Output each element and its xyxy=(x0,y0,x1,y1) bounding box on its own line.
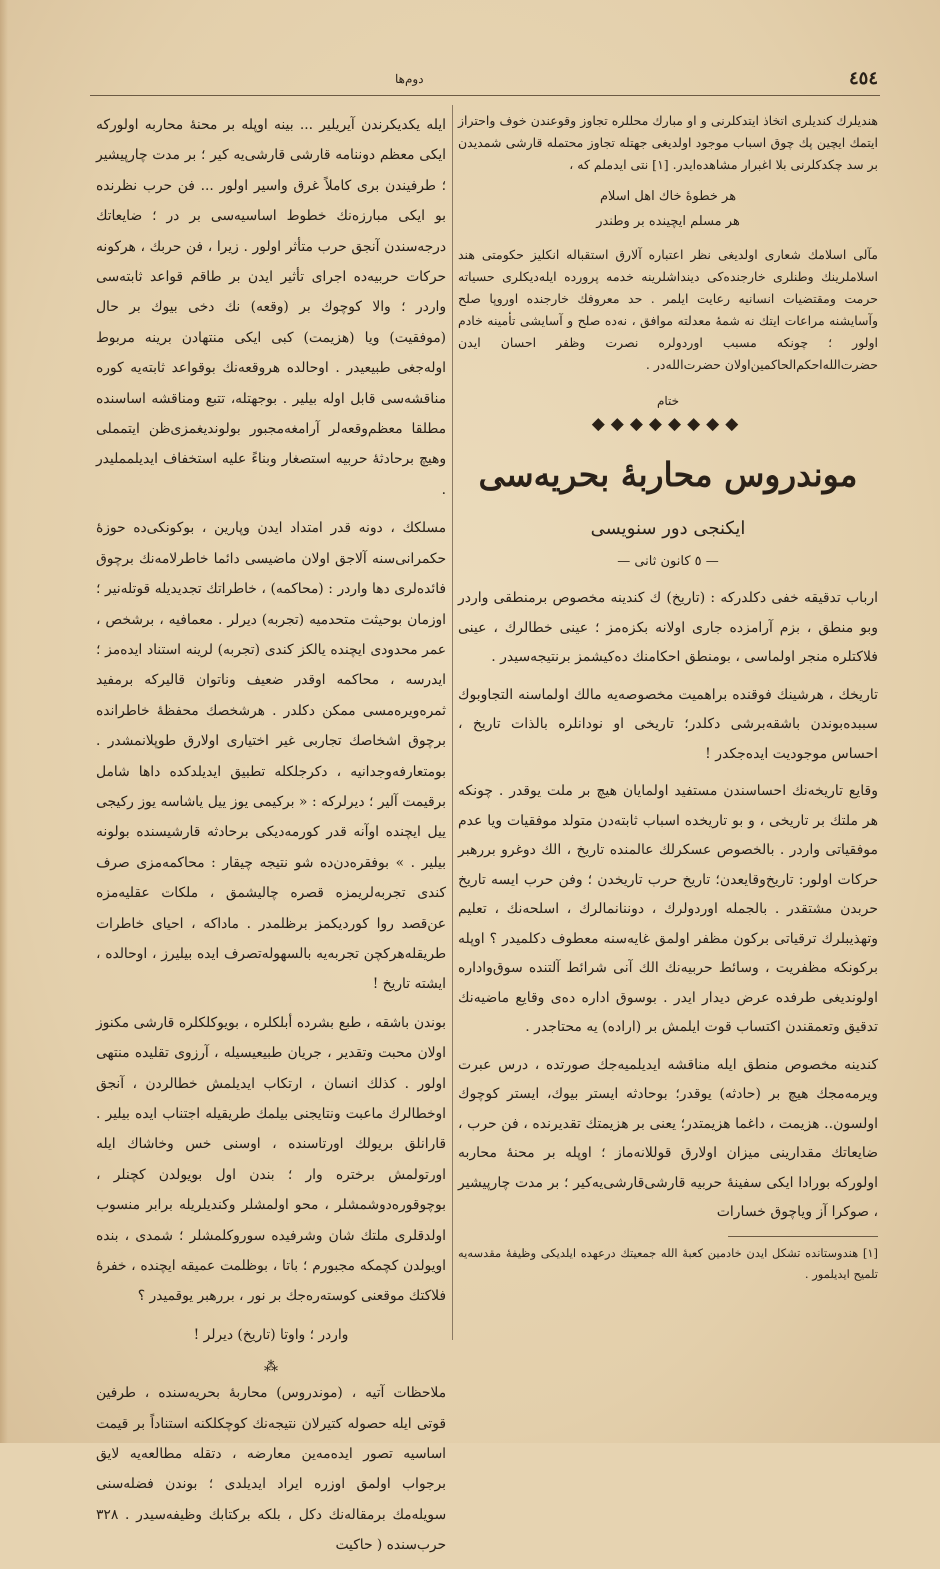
asterism: ⁂ xyxy=(264,1359,278,1376)
final-paragraph: ملاحظات آتیه ، (موندروس) محاربهٔ بحریه‌سنده ، طرفین قوتی ایله حصوله كتیرلان نتیجه‌نك كوچكلكنه استناداً بر قیمت اساسیه تصور ایده‌مه‌ین معارضه ، دتقله مطالعه‌یه لایق برجواب اولمق اوزره ایراد ایدیلدی ؛ بوندن فضله‌سنی سویله‌مك برمقاله‌نك دكل ، بلكه بركتابك وظیفه‌سیدر . ٣٢٨ حرب‌سنده ( حاكیت xyxy=(96,1385,446,1554)
verse-line-2: هر مسلم ایچینده بر وطندر xyxy=(596,214,740,229)
paragraph: ارباب تدقیقه خفی دكلدركه : (تاریخ) ك كندینه مخصوص برمنطقی واردر وبو منطق ، بزم آرامزده جاری اولانه بكزه‌مز ؛ عینی خطالرك ، عینی فلاكتلره منجر اولماسی ، بومنطق احكامنك ده‌كیشمز برنتیجه‌سیدر . xyxy=(458,590,878,665)
star-ornament: ◆◆◆◆◆◆◆◆ xyxy=(591,414,745,434)
footnote-rule xyxy=(728,1236,878,1237)
paragraph: ایله یكدیكرندن آیریلیر ... بینه اوپله بر محنهٔ محاربه اولوركه ایكی معظم دوننامه قارشی قارشی‌یه كیر ؛ بر مدت چارپیشیر ؛ طرفیندن بری كاملاً غرق واسیر اولور ... فن حرب نظرنده بو ایكی مبارزه‌نك خطوط اساسیه‌سی بر در ؛ ضایعاتك درجه‌سندن آنجق حرب متأثر اولور . زیرا ، فن حربك ، هركونه حركات حربیه‌ده اجرای تأثیر ایدن بر طاقم قواعد ثابته‌سی واردر ؛ والا كوچوك بر (وقعه) نك دخی بیوك بر حال (موفقیت) ویا (هزیمت) كبی ایكی منتهادن برینه مربوط اوله‌جغی طبیعیدر . اوحالده هروقعه‌نك بوقواعد ثابته‌یه كوره مناقشه‌سی قابل اوله بیلیر . بوجهتله‌، تتبع ومناقشه اساسنده مطلقا معظم‌وقعه‌لر آرامغه‌مجبور بولوندیغمزی‌ظن ایتمملی وهیچ برحادثهٔ حربیه استصغار وبناءً علیه استخفاف ایدیلمملیدر . xyxy=(96,117,446,498)
date-line: — ٥ كانون ثانی — xyxy=(617,554,719,569)
article-title: موندروس محاربهٔ بحریه‌سی xyxy=(478,455,858,494)
column-divider xyxy=(452,105,453,1340)
paragraph: كندینه مخصوص منطق ایله مناقشه ایدیلمیه‌جك صورتده ، درس عبرت ویرمه‌مجك هیچ بر (حادثه) یوقدر؛ بوحادثه ایستر بیوك، ایستر كوچوك اولسون.. هزیمت ، داغما هزیمتدر؛ یعنی بر هزیمتك تقدیرنده ، فن حرب ، ضایعاتك مقدارینی میزان اولارق قوللانه‌ماز ؛ اوپله بر محنهٔ محاربه اولورکه بورادا ایكی سفینهٔ حربیه قارشی‌قارشی‌یه‌كیر ؛ بر مدت چارپیشیر ، صوكرا آز ویاچوق خسارات xyxy=(458,1056,878,1220)
paragraph: مسلكك ، دونه قدر امتداد ایدن وپارین ، بوكونكی‌ده حوزهٔ حكمرانی‌سنه آلاجق اولان ماضیسی دائما خاطرلامه‌نك برچوق فائده‌لری دها واردر : (محاكمه) ، خاطراتك تجدیدیله قوتله‌نیر ؛ اوزمان بوحیثت متحدمیه (تجربه) دیرلر . معمافیه ، برشخص ، عمر محدودی ایچنده یالكز كندی (تجربه) لرینه استناد ایده‌مز ؛ ایدرسه ، محاكمه اوقدر ضعیف وناتوان قالیركه برمفید ثمره‌ویره‌مسی ممكن دكلدر . هرشخصك محفظهٔ خاطرانده برچوق اشخاصك تجاربی غیر اختیاری اولارق طوپلانمشدر . بومتعارفه‌وجدانیه ، دكرجلكله تطبیق ایدیلدكده داها شامل برقیمت آلیر ؛ دیرلركه : « بركیمی یوز ییل یاشاسه یوز ركیجی ییل ایچنده اوآنه قدر كورمه‌دیكی برحادثه قارشیسنده بولونه بیلیر . » بوفقره‌دن‌ده شو نتیجه چیقار : محاكمه‌مزی صرف كندی تجربه‌لریمزه قصره چالیشمق ، ملكات عقلیه‌مزه عن‌قصد روا كوردیكمز برظلمدر . ماداكه ، احیای خاطرات طریقله‌هركچن تجربه‌یه بالسهوله‌تصرف ایده بیلیرز ، اوحالده ، ایشته تاریخ ! xyxy=(96,520,446,993)
left-column xyxy=(96,110,446,1569)
running-title: دوم‌ها xyxy=(395,72,424,86)
page-number: ٤٥٤ xyxy=(848,68,878,89)
article-subtitle: ایكنجی دور سنویسی xyxy=(590,518,746,539)
post-verse-paragraph: مآلی اسلامك شعاری اولدیغی نظر اعتباره آلارق استقباله انكلیز حكومتی هند اسلاملرینك وطنلری خارجنده‌كی دینداشلرینه خدمه پرورده ایله‌ديكلری حسیاته حرمت ومقتضیات انسانیه رعایت ایلمر . حد معروفك خارجنده اوروپا صلح وآسایشنه مراعات ایتك نه شمهٔ معدلته موافق ، نه‌ده‌ صلح و آسایشی تأمینه خادم اولور ؛ چونكه مسبب اوردولره نصرت وظفر احسان ایدن حضرت‌الله‌احكم‌الحاكمین‌اولان حضرت‌الله‌در . xyxy=(458,247,878,372)
footnote: [١] هندوستانده تشكل ایدن خادمین كعبهٔ الله جمعیتك درعهده ایلدیكی وظیفهٔ مقدسه‌یه تلمیح ایدیلمور . xyxy=(458,1245,878,1281)
page-edge-shadow xyxy=(0,0,8,1443)
paragraph: واردر ؛ واوتا (تاریخ) دیرلر ! xyxy=(193,1326,349,1343)
verse xyxy=(458,184,878,234)
end-word: ختام xyxy=(656,394,680,408)
paragraph: تاریخك ، هرشینك فوقنده براهمیت مخصوصه‌یه مالك اولماسنه التجاوبوك سببده‌بوندن باشقه‌برشی دكلدر؛ تاریخی او نودانلره بالذات تاریخ ، احساس موجودیت ایده‌جكدر ! xyxy=(458,686,878,762)
paragraph: وقایع تاریخه‌نك احساسندن مستفید اولمایان هیچ بر ملت یوقدر . چونكه هر ملتك بر تاریخی ، و بو تاریخده اسباب ثابته‌دن متولد موفقیات ویا عدم موفقیاتی واردر . بالخصوص عسكرلك عالمنده تاریخ ، الك دوغرو بررهبر حركات اولور: تاریخ‌وقایعدن؛ تاریخ حرب تاریخدن ؛ وفن حرب ایسه تاریخ حربدن مشتقدر . بالجمله اوردولرك ، دوننانمالرك ، اسلحه‌نك ، تعلیم وتهذیبلرك ترقیاتی بركون مظفر اولمق غایه‌سنه معطوف دكلمیدر ؟ اوپله بركونكه مظفریت ، وسائط حربیه‌نك الك آنی شرائط آلتنده سوق‌واداره اولوندیغی طرفده عرض دیدار ایدر . بوسوق اداره ده‌ی وقایع ماضیه‌نك تدقیق وتعمقندن اكتساب قوت ایلمش بر (اراده) یه محتاجدر . xyxy=(458,783,878,1035)
paragraph: بوندن باشقه ، طبع بشرده أبلكلره ، بویوكلكلره قارشی مكنوز اولان محبت وتقدیر ، جریان طبیعیسیله ، آرزوی تقلیده منتهی اولور . كذلك انسان ، ارتكاب ایدیلمش خطالردن ، آنجق اوخطالرك ماعبت ونتایجنی بیلمك طریقیله اجتناب ایده بیلیر . قارانلق بریولك اورتاسنده ، اوسنی خس وخاشاك ایله اورتولمش برختره وار ؛ بندن اول بویولدن كچنلر ، بوچوقوره‌دوشمشلر ، محو اولمشلر وكندیلریله برابر منسوب اولدقلری ملتك شان وشرفیده سوروكلمشلر ؛ شمدی ، بنده اویولدن كچمكه مجبورم ؛ باتا ، بوظلمت عمیقه ایچنده ، خفرهٔ فلاكتك موقعنی كوسته‌ره‌جك بر نور ، بررهبر یوقمیدر ؟ xyxy=(96,1014,446,1305)
header-rule xyxy=(90,95,880,96)
right-column xyxy=(458,110,878,1293)
intro-paragraph: هندیلرك كندیلری اتخاذ ایتدكلرنی و او مبارك محللره تجاوز وقوعندن خوف واحتراز ایتمك ایچین پك چوق اسباب موجود اولدیغی جهتله تجاوز محتمله قارشی شمدیدن بر سد چكدكلرنی بلا اغبرار مشاهده‌ایدر. [١] نتی ایدملم كه ، xyxy=(458,113,878,172)
verse-line-1: هر خطوهٔ خاك اهل اسلام xyxy=(599,189,737,204)
